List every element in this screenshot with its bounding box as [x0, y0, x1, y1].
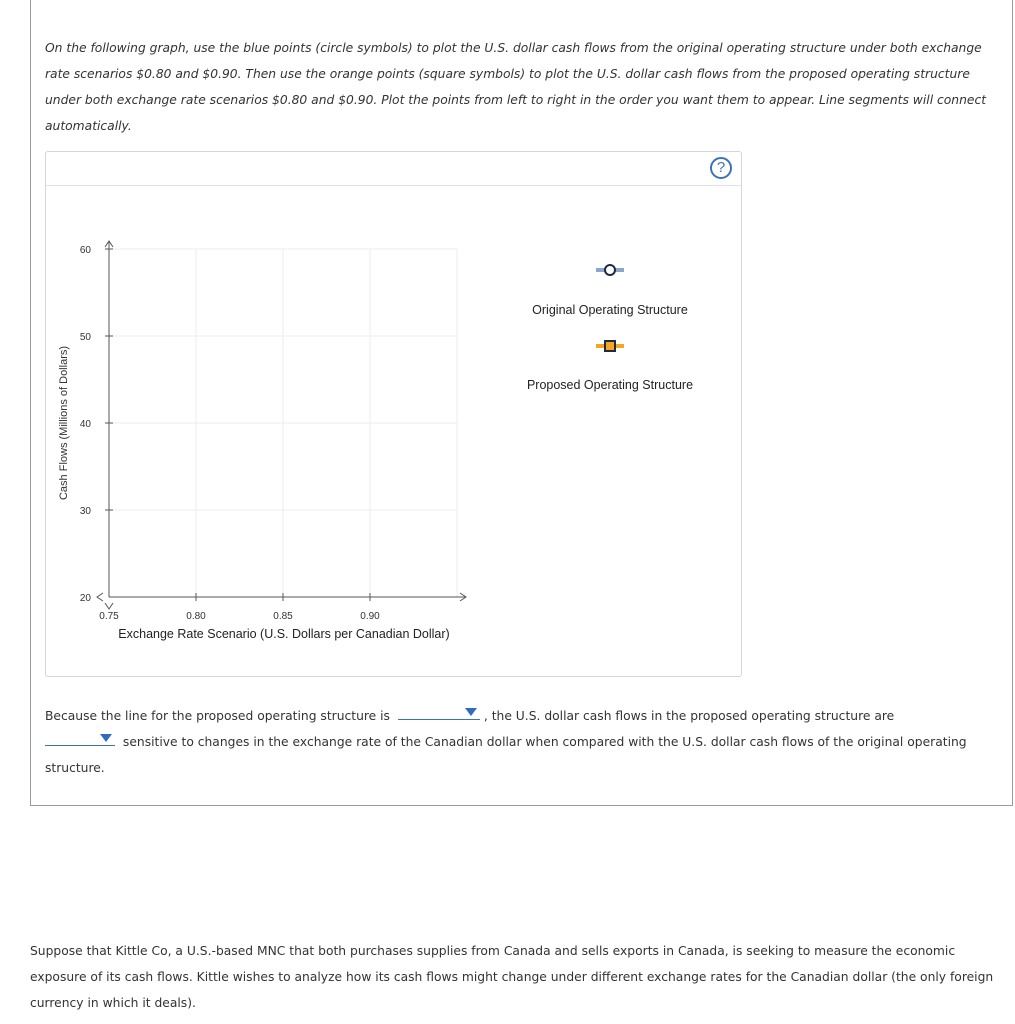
y-tick-label: 40	[79, 419, 91, 430]
y-tick-label: 20	[79, 593, 91, 604]
circle-point-tool-icon[interactable]	[605, 265, 615, 275]
graph-canvas[interactable]	[46, 185, 741, 675]
answer-text	[45, 703, 995, 781]
x-tick-label: 0.80	[186, 611, 206, 622]
legend-proposed[interactable]	[527, 341, 693, 392]
y-tick-label: 50	[79, 332, 91, 343]
chevron-down-icon	[100, 734, 112, 742]
sensitivity-dropdown[interactable]	[45, 731, 115, 746]
legend-label-original: Original Operating Structure	[532, 303, 688, 317]
grid	[109, 249, 457, 597]
answer-part-3: sensitive to changes in the exchange rate of the Canadian dollar when compared with the U.S. dollar cash flows of the original operating structure.	[45, 735, 967, 775]
graph-toolbar	[46, 152, 741, 186]
instructions-text: On the following graph, use the blue points (circle symbols) to plot the U.S. dollar cash flows from the original operating structure under both exchange rate scenarios $0.80 and $0.90. Then use the orange points (square symbols) to plot the U.S. dollar cash flows from the proposed operating structure under both exchange rate scenarios $0.80 and $0.90. Plot the points from left to right in the order you want them to appear. Line segments will connect automatically.	[45, 41, 987, 133]
x-tick-label: 0.85	[273, 611, 293, 622]
slope-dropdown[interactable]	[398, 705, 480, 720]
x-tick-label: 0.75	[99, 611, 119, 622]
answer-part-1: Because the line for the proposed operating structure is	[45, 709, 390, 723]
graph-tool[interactable]	[45, 151, 742, 677]
chevron-down-icon	[465, 708, 477, 716]
answer-part-2: , the U.S. dollar cash flows in the proposed operating structure are	[483, 709, 895, 723]
y-axis-label: Cash Flows (Millions of Dollars)	[58, 345, 70, 501]
axes	[97, 241, 466, 609]
origin-arrow-left	[97, 593, 103, 601]
legend-original[interactable]	[532, 265, 688, 317]
x-tick-label: 0.90	[360, 611, 380, 622]
question-panel	[30, 0, 1013, 806]
context-text: Suppose that Kittle Co, a U.S.-based MNC that both purchases supplies from Canada and sells exports in Canada, is seeking to measure the economic exposure of its cash flows. Kittle wishes to analyze how its cash flows might change under different exchange rates for the Canadian dollar (the only foreign currency in which it deals).	[30, 944, 994, 1010]
question-circle-icon[interactable]: ?	[710, 157, 732, 179]
legend-label-proposed: Proposed Operating Structure	[526, 378, 694, 392]
y-tick-label: 30	[79, 506, 91, 517]
y-tick-label: 60	[79, 245, 91, 256]
x-axis-label: Exchange Rate Scenario (U.S. Dollars per Canadian Dollar)	[118, 627, 450, 641]
square-point-tool-icon[interactable]	[605, 341, 615, 351]
origin-arrow-down	[105, 603, 113, 609]
